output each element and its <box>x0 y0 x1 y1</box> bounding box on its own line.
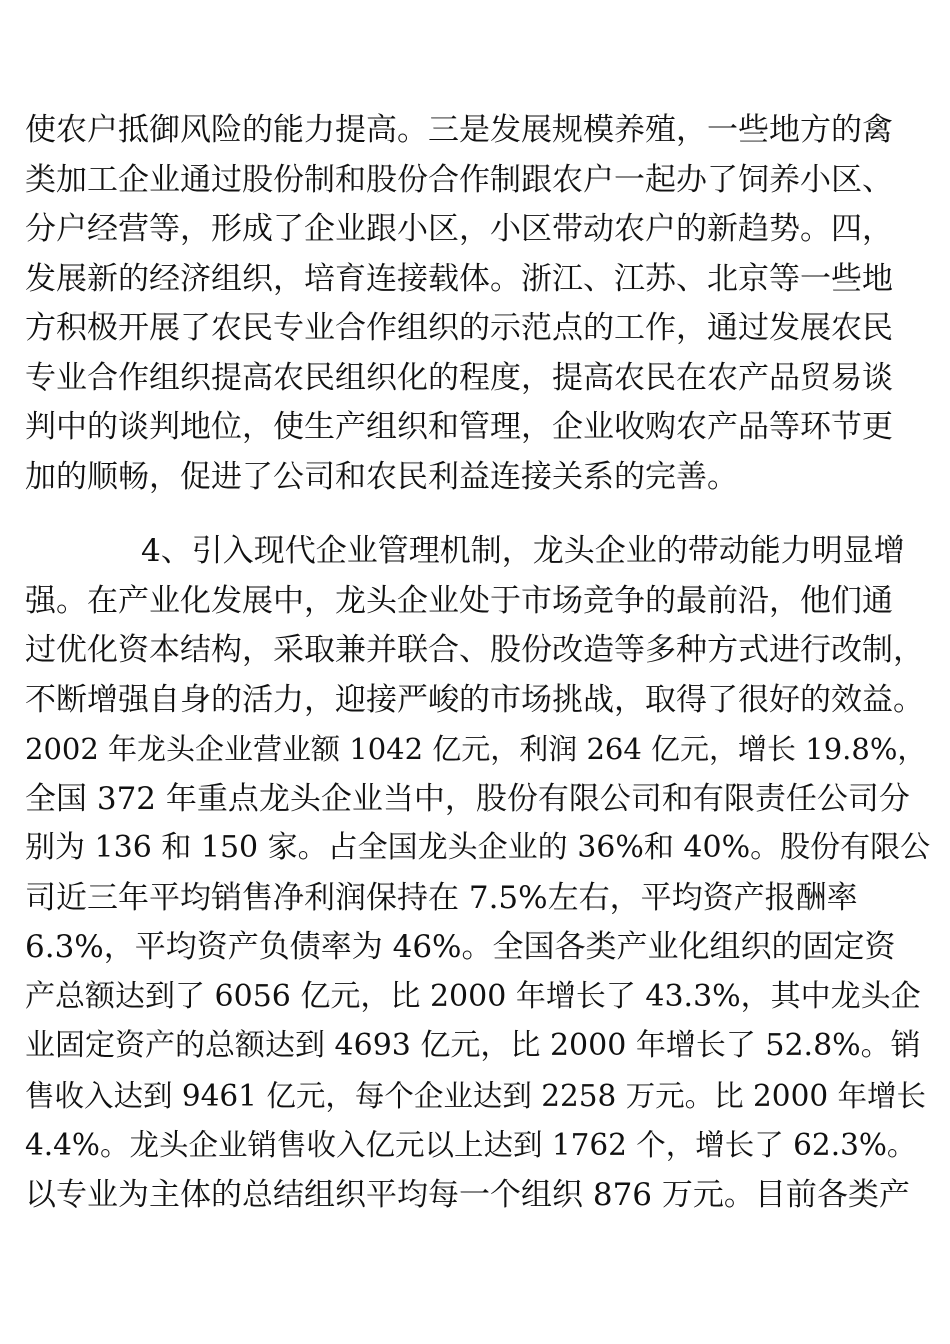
text-line: 使农户抵御风险的能力提高。三是发展规模养殖，一些地方的禽 <box>25 112 893 148</box>
text-line: 强。在产业化发展中，龙头企业处于市场竞争的最前沿，他们通 <box>25 583 893 619</box>
text-line: 售收入达到 9461 亿元，每个企业达到 2258 万元。比 2000 年增长 <box>25 1079 926 1113</box>
text-line: 加的顺畅，促进了公司和农民利益连接关系的完善。 <box>25 459 738 495</box>
text-line: 6.3%，平均资产负债率为 46%。全国各类产业化组织的固定资 <box>25 929 896 965</box>
text-line: 过优化资本结构，采取兼并联合、股份改造等多种方式进行改制， <box>25 632 924 668</box>
text-line: 业固定资产的总额达到 4693 亿元，比 2000 年增长了 52.8%。销 <box>25 1028 921 1063</box>
text-line: 司近三年平均销售净利润保持在 7.5%左右，平均资产报酬率 <box>25 880 858 916</box>
text-line: 专业合作组织提高农民组织化的程度，提高农民在农产品贸易谈 <box>25 360 893 396</box>
text-line: 发展新的经济组织，培育连接载体。浙江、江苏、北京等一些地 <box>25 261 893 297</box>
text-line: 2002 年龙头企业营业额 1042 亿元，利润 264 亿元，增长 19.8%， <box>25 732 927 766</box>
text-line: 不断增强自身的活力，迎接严峻的市场挑战，取得了很好的效益。 <box>25 682 924 718</box>
text-line: 4、引入现代企业管理机制，龙头企业的带动能力明显增 <box>141 533 905 569</box>
text-line: 类加工企业通过股份制和股份合作制跟农户一起办了饲养小区、 <box>25 162 893 198</box>
text-line: 以专业为主体的总结组织平均每一个组织 876 万元。目前各类产 <box>25 1177 910 1213</box>
text-line: 方积极开展了农民专业合作组织的示范点的工作，通过发展农民 <box>25 310 893 346</box>
text-line: 分户经营等，形成了企业跟小区，小区带动农户的新趋势。四， <box>25 211 893 247</box>
text-line: 全国 372 年重点龙头企业当中，股份有限公司和有限责任公司分 <box>25 781 910 817</box>
text-line: 别为 136 和 150 家。占全国龙头企业的 36%和 40%。股份有限公 <box>25 830 931 865</box>
text-line: 4.4%。龙头企业销售收入亿元以上达到 1762 个，增长了 62.3%。 <box>25 1128 917 1162</box>
text-line: 判中的谈判地位，使生产组织和管理，企业收购农产品等环节更 <box>25 409 893 445</box>
text-line: 产总额达到了 6056 亿元，比 2000 年增长了 43.3%，其中龙头企 <box>25 979 921 1014</box>
